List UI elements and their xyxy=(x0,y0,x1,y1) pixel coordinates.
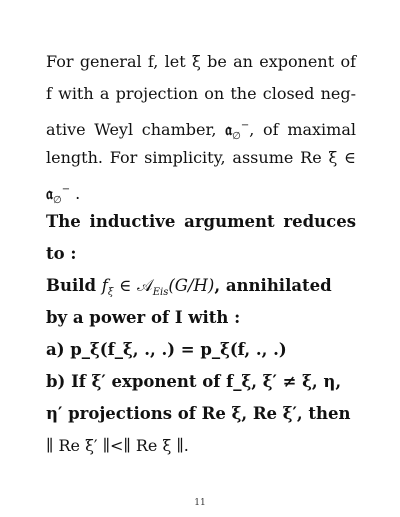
text-line-3-end: , of maximal xyxy=(249,120,356,139)
text-line-12: η′ projections of Re ξ, Re ξ′, then xyxy=(46,404,351,423)
weyl-chamber-symbol-2: 𝔞$_\emptyset$− xyxy=(46,184,71,206)
text-line-10: a) p_ξ(f_ξ, ., .) = p_ξ(f, ., .) xyxy=(46,340,287,359)
weyl-chamber-symbol: 𝔞$_\emptyset$− xyxy=(225,120,250,142)
text-line-7: to : xyxy=(46,244,77,263)
f-xi-symbol: $f_\xi$ xyxy=(101,276,114,298)
element-of-symbol: ∈ xyxy=(119,276,132,295)
text-line-9: by a power of I with : xyxy=(46,308,241,327)
text-line-1: For general f, let ξ be an exponent of xyxy=(46,52,356,71)
text-line-4: length. For simplicity, assume Re ξ ∈ xyxy=(46,148,356,167)
text-line-2: f with a projection on the closed neg- xyxy=(46,84,356,103)
text-line-6: The inductive argument reduces xyxy=(46,212,356,231)
text-line-5: 𝔞$_\emptyset$− . xyxy=(46,184,81,206)
text-line-13: ∥ Re ξ′ ∥<∥ Re ξ ∥. xyxy=(46,436,189,455)
text-line-3 xyxy=(46,116,356,147)
text-line-3-start: ative Weyl chamber, xyxy=(46,120,217,139)
text-line-8-end: , annihilated xyxy=(214,276,332,295)
text-line-8 xyxy=(46,276,356,303)
text-line-11: b) If ξ′ exponent of f_ξ, ξ′ ≠ ξ, η, xyxy=(46,372,342,391)
text-line-8-start: Build xyxy=(46,276,97,295)
eis-space-symbol: 𝒜$_{Eis}$(G/H) xyxy=(137,276,215,298)
page-number: 11 xyxy=(194,498,206,508)
